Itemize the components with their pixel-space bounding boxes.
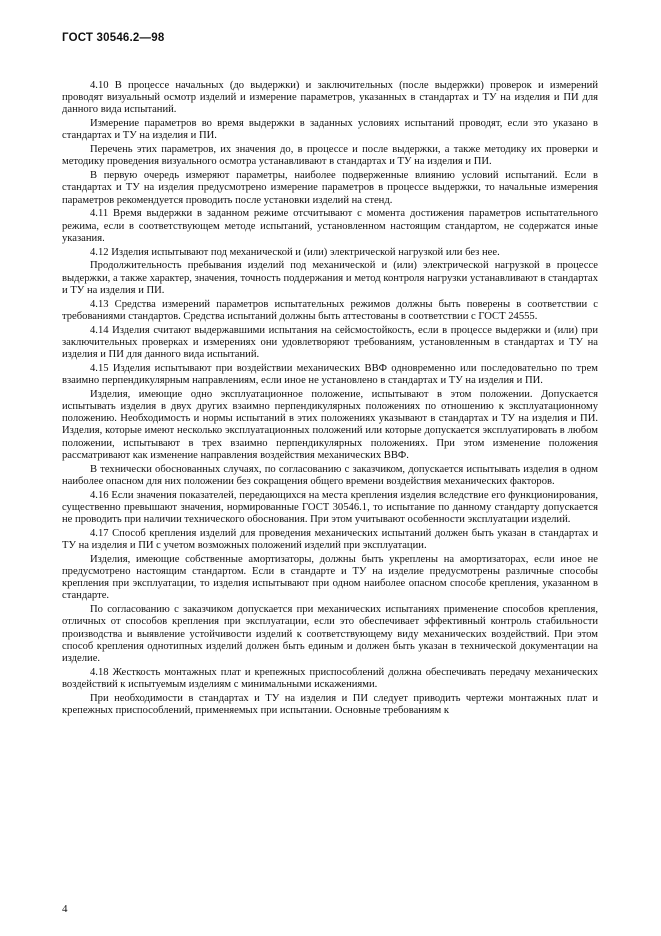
document-body (62, 80, 598, 719)
paragraph-first-priority: В первую очередь измеряют параметры, наиболее подверженные влиянию условий испытаний. Если в стандартах и ТУ на изделия предусмотрено измерение параметров в процессе выдержки, то начальные измерения параметров рекомендуется проводить после установки изделий на стенд. (62, 170, 598, 206)
paragraph-4-10: 4.10 В процессе начальных (до выдержки) и заключительных (после выдержки) проверок и измерений проводят визуальный осмотр изделий и измерение параметров, указанных в стандартах и ТУ на изделия и ПИ для данного вида испытаний. (62, 80, 598, 116)
paragraph-one-position: Изделия, имеющие одно эксплуатационное положение, испытывают в этом положении. Допускается испытывать изделия в двух других взаимно перпендикулярных положениях по отношению к эксплуатационному положению. Необходимость и нормы испытаний в этих положениях указывают в стандартах и ТУ на изделия и ПИ. Изделия, которые имеют несколько эксплуатационных положений или которые допускается эксплуатировать в любом положении, испытывают в трех взаимно перпендикулярных положениях. При этом изменение положения рассматривают как изменение направления воздействия механических ВВФ. (62, 388, 598, 461)
document-header-title: ГОСТ 30546.2—98 (62, 32, 165, 44)
paragraph-4-11: 4.11 Время выдержки в заданном режиме отсчитывают с момента достижения параметров испытательного режима, если в соответствующем методе испытаний, установленном настоящим стандартом, не содержатся иные указания. (62, 208, 598, 244)
paragraph-4-13: 4.13 Средства измерений параметров испытательных режимов должны быть поверены в соответствии с требованиями стандартов. Средства испытаний должны быть аттестованы в соответствии с ГОСТ 24555. (62, 298, 598, 322)
paragraph-4-15: 4.15 Изделия испытывают при воздействии механических ВВФ одновременно или последовательно по трем взаимно перпендикулярным направлениям, если иное не установлено в стандартах и ТУ на изделия и ПИ. (62, 362, 598, 387)
paragraph-4-16: 4.16 Если значения показателей, передающихся на места крепления изделия вследствие его функционирования, существенно превышают значения, нормированные ГОСТ 30546.1, то испытание по данному стандарту допускается не проводить при наличии технического обоснования. При этом учитывают особенности эксплуатации изделий. (62, 489, 598, 526)
paragraph-4-17: 4.17 Способ крепления изделий для проведения механических испытаний должен быть указан в стандартах и ТУ на изделия и ПИ с учетом возможных положений изделий при эксплуатации. (62, 527, 598, 552)
paragraph-parameter-list: Перечень этих параметров, их значения до, в процессе и после выдержки, а также методику их проверки и методику проведения визуального осмотра устанавливают в стандартах и ТУ на изделия и ПИ. (62, 144, 598, 168)
paragraph-measure-during-hold: Измерение параметров во время выдержки в заданных условиях испытаний проводят, если это указано в стандартах и ТУ на изделия и ПИ. (62, 118, 598, 142)
paragraph-4-14: 4.14 Изделия считают выдержавшими испытания на сейсмостойкость, если в процессе выдержки и (или) при заключительных проверках и измерениях они удовлетворяют требованиям, установленным в стандартах и ТУ на изделия и ПИ для данного вида испытаний. (62, 324, 598, 361)
paragraph-customer-agreement: По согласованию с заказчиком допускается при механических испытаниях применение способов крепления, отличных от способов крепления при эксплуатации, если это обеспечивает эффективный контроль стабильности производства и выявление устойчивости изделий к соответствующему виду механических воздействий. При этом способ крепления однотипных изделий должен быть единым и должен быть указан в технической документации на изделие. (62, 604, 598, 665)
paragraph-justified-cases: В технически обоснованных случаях, по согласованию с заказчиком, допускается испытывать изделия в одном наиболее опасном для них положении без сокращения общего времени воздействия механических факторов. (62, 463, 598, 487)
paragraph-shock-absorbers: Изделия, имеющие собственные амортизаторы, должны быть укреплены на амортизаторах, если иное не предусмотрено настоящим стандартом. Если в стандарте и ТУ на изделие предусмотрены различные способы крепления при эксплуатации, то изделия испытывают при одном наиболее опасном способе крепления, указанном в стандарте. (62, 553, 598, 602)
paragraph-4-12: 4.12 Изделия испытывают под механической и (или) электрической нагрузкой или без нее. (90, 246, 500, 258)
paragraph-4-18: 4.18 Жесткость монтажных плат и крепежных приспособлений должна обеспечивать передачу механических воздействий к испытуемым изделиям с минимальными искажениями. (62, 666, 598, 691)
paragraph-drawings: При необходимости в стандартах и ТУ на изделия и ПИ следует приводить чертежи монтажных плат и крепежных приспособлений, применяемых при испытании. Основные требованиям к (62, 692, 598, 717)
page-number: 4 (62, 903, 68, 915)
paragraph-load-duration: Продолжительность пребывания изделий под механической и (или) электрической нагрузкой в процессе выдержки, а также характер, значения, точность поддержания и метод контроля нагрузки устанавливают в стандартах и ТУ на изделия и ПИ. (62, 260, 598, 296)
